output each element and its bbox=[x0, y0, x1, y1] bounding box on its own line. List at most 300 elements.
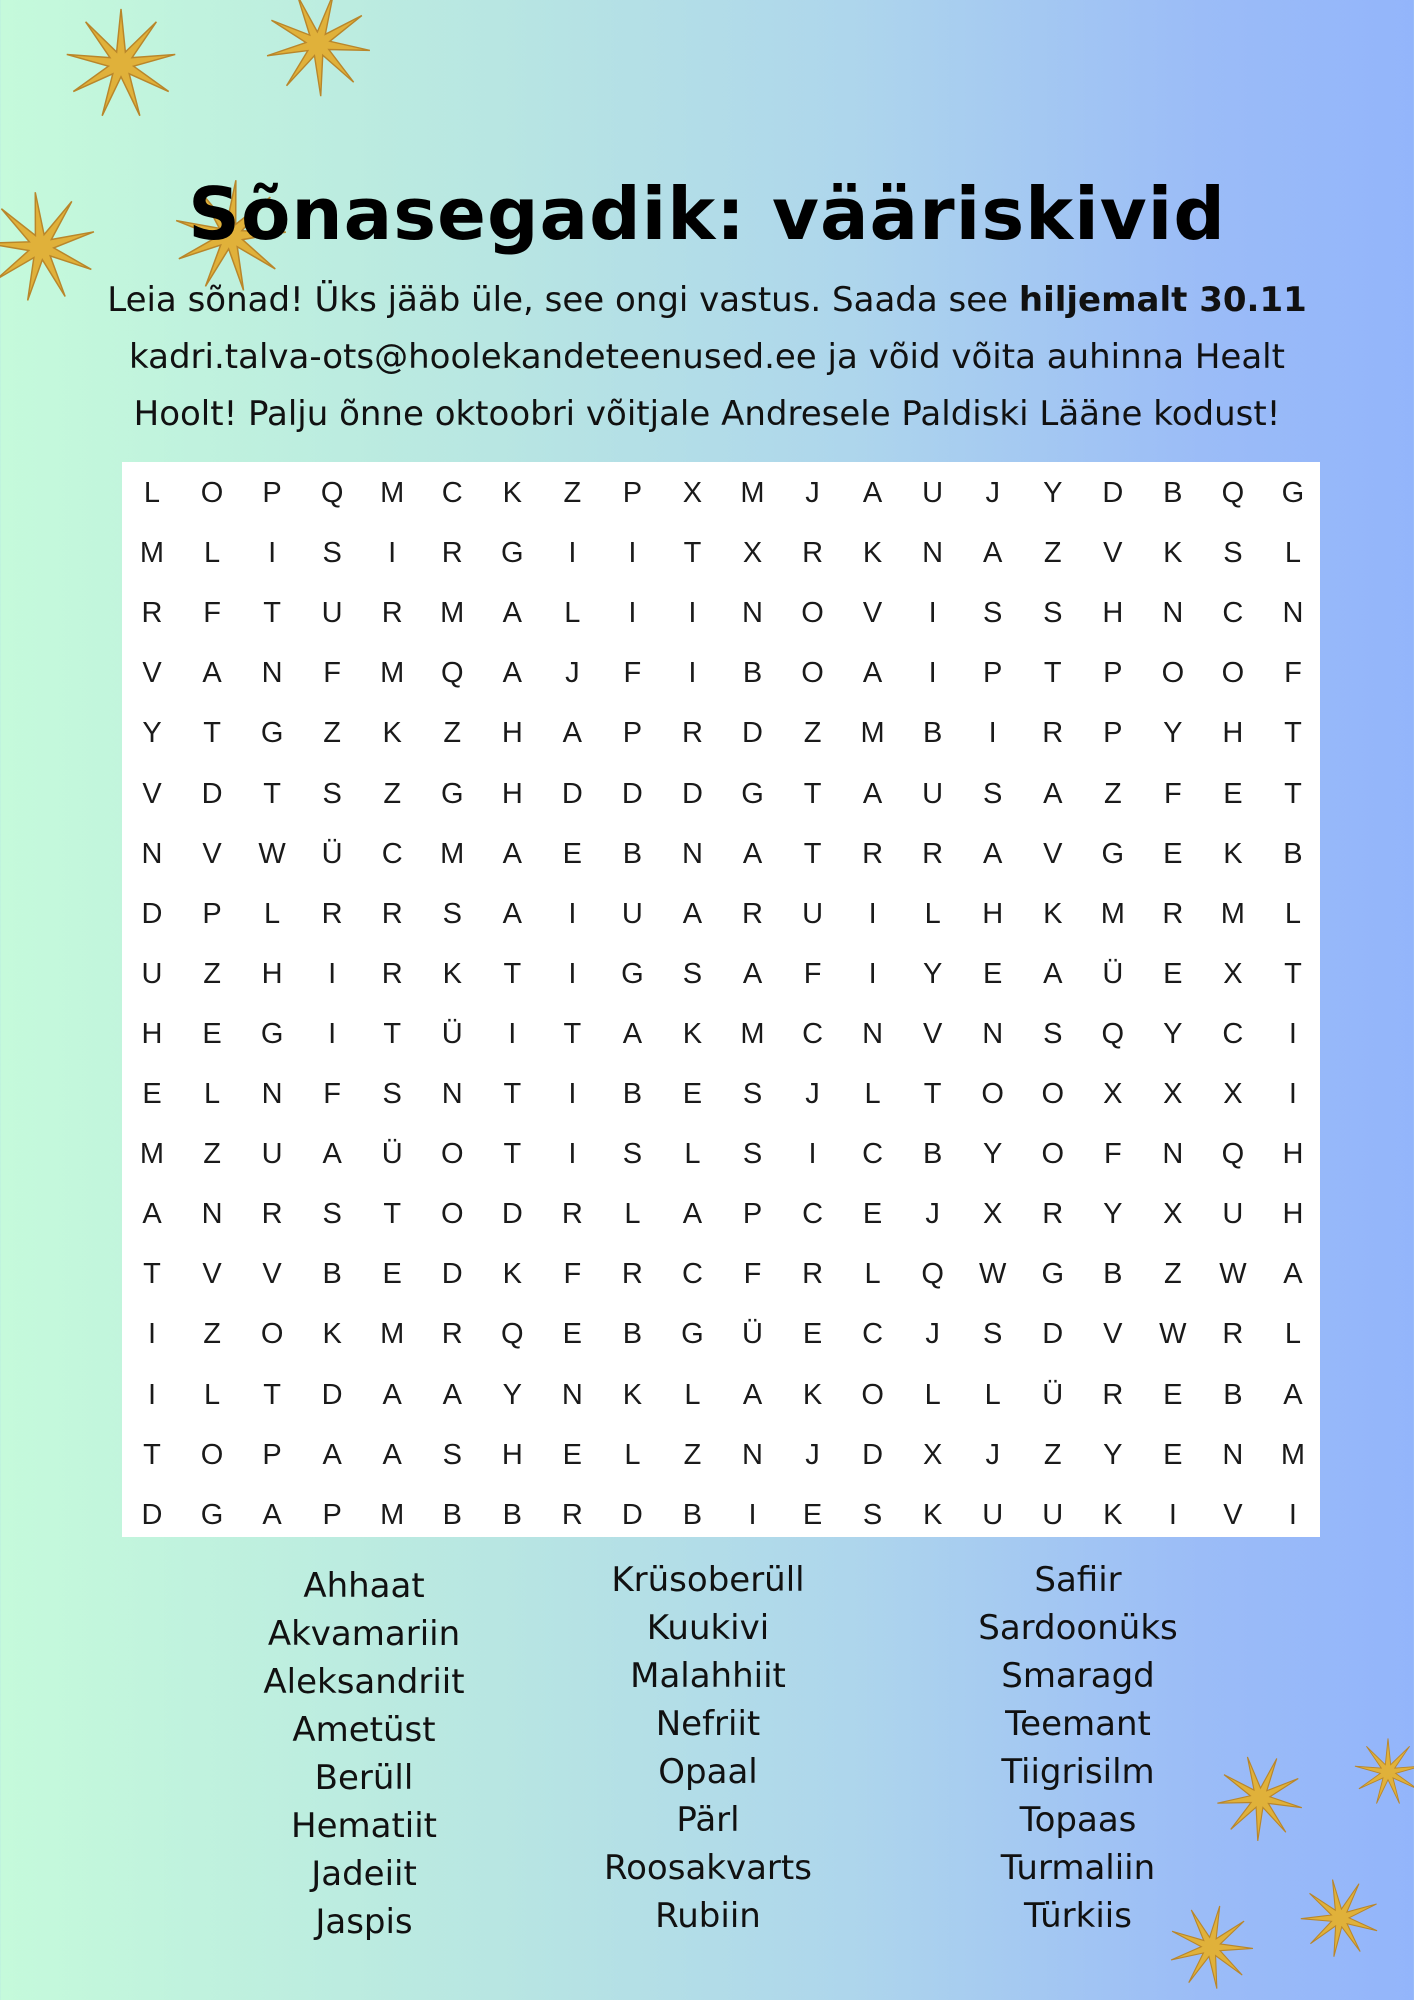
grid-letter[interactable]: Y bbox=[142, 717, 162, 750]
grid-letter[interactable]: H bbox=[1222, 717, 1244, 750]
grid-letter[interactable]: A bbox=[382, 1378, 402, 1411]
grid-letter[interactable]: A bbox=[1043, 957, 1063, 990]
grid-letter[interactable]: R bbox=[802, 1258, 824, 1291]
grid-letter[interactable]: S bbox=[983, 777, 1003, 810]
grid-letter[interactable]: D bbox=[1042, 1318, 1064, 1351]
grid-letter[interactable]: Q bbox=[320, 477, 344, 509]
grid-letter[interactable]: V bbox=[202, 837, 222, 870]
grid-letter[interactable]: K bbox=[682, 1017, 703, 1050]
grid-letter[interactable]: E bbox=[1163, 1378, 1183, 1411]
grid-letter[interactable]: I bbox=[147, 1378, 157, 1411]
grid-letter[interactable]: Z bbox=[443, 717, 462, 750]
grid-letter[interactable]: P bbox=[622, 717, 643, 750]
grid-letter[interactable]: M bbox=[740, 477, 765, 509]
grid-letter[interactable]: S bbox=[322, 537, 342, 570]
grid-letter[interactable]: L bbox=[624, 1198, 641, 1231]
grid-letter[interactable]: P bbox=[742, 1198, 763, 1231]
grid-letter[interactable]: I bbox=[568, 537, 577, 570]
grid-letter[interactable]: T bbox=[1284, 717, 1302, 750]
grid-letter[interactable]: E bbox=[562, 1318, 583, 1351]
grid-letter[interactable]: S bbox=[382, 1078, 402, 1110]
grid-letter[interactable]: Y bbox=[983, 1138, 1003, 1171]
grid-letter[interactable]: S bbox=[1223, 537, 1243, 570]
grid-letter[interactable]: F bbox=[743, 1258, 762, 1291]
grid-letter[interactable]: E bbox=[562, 837, 583, 870]
grid-letter[interactable]: E bbox=[202, 1017, 222, 1050]
grid-letter[interactable]: A bbox=[1283, 1258, 1303, 1291]
grid-letter[interactable]: U bbox=[621, 897, 643, 930]
grid-letter[interactable]: K bbox=[502, 477, 522, 509]
grid-letter[interactable]: A bbox=[322, 1438, 342, 1471]
grid-letter[interactable]: P bbox=[262, 477, 282, 509]
grid-letter[interactable]: E bbox=[1223, 777, 1243, 810]
grid-letter[interactable]: Z bbox=[203, 957, 221, 990]
grid-letter[interactable]: R bbox=[1042, 717, 1064, 750]
grid-letter[interactable]: V bbox=[202, 1258, 222, 1291]
grid-letter[interactable]: F bbox=[803, 957, 822, 990]
grid-letter[interactable]: V bbox=[1103, 537, 1123, 570]
grid-letter[interactable]: G bbox=[1101, 837, 1125, 870]
grid-letter[interactable]: G bbox=[440, 777, 464, 810]
grid-letter[interactable]: U bbox=[321, 597, 343, 630]
grid-letter[interactable]: R bbox=[561, 1198, 583, 1231]
grid-letter[interactable]: W bbox=[979, 1258, 1007, 1291]
grid-letter[interactable]: B bbox=[322, 1258, 342, 1291]
grid-letter[interactable]: E bbox=[142, 1078, 162, 1110]
grid-letter[interactable]: R bbox=[141, 597, 163, 630]
grid-letter[interactable]: O bbox=[1161, 657, 1185, 690]
grid-letter[interactable]: H bbox=[501, 777, 523, 810]
grid-letter[interactable]: I bbox=[1288, 1498, 1297, 1531]
grid-letter[interactable]: I bbox=[628, 597, 637, 630]
grid-letter[interactable]: Q bbox=[921, 1258, 944, 1291]
grid-letter[interactable]: B bbox=[1163, 477, 1183, 509]
grid-letter[interactable]: T bbox=[1043, 657, 1062, 690]
grid-letter[interactable]: N bbox=[922, 537, 944, 570]
grid-letter[interactable]: F bbox=[1163, 777, 1182, 810]
grid-letter[interactable]: Q bbox=[440, 657, 464, 690]
grid-letter[interactable]: L bbox=[203, 1078, 221, 1110]
grid-letter[interactable]: H bbox=[141, 1017, 163, 1050]
grid-letter[interactable]: M bbox=[440, 597, 465, 630]
grid-letter[interactable]: S bbox=[442, 897, 462, 930]
grid-letter[interactable]: E bbox=[983, 957, 1003, 990]
grid-letter[interactable]: X bbox=[682, 477, 703, 509]
grid-letter[interactable]: Y bbox=[1103, 1198, 1123, 1231]
grid-letter[interactable]: D bbox=[621, 1498, 643, 1531]
grid-letter[interactable]: B bbox=[1223, 1378, 1243, 1411]
grid-letter[interactable]: Z bbox=[1163, 1258, 1182, 1291]
grid-letter[interactable]: I bbox=[568, 897, 577, 930]
grid-letter[interactable]: A bbox=[983, 837, 1003, 870]
grid-letter[interactable]: R bbox=[621, 1258, 643, 1291]
grid-letter[interactable]: T bbox=[1284, 777, 1302, 810]
grid-letter[interactable]: T bbox=[263, 777, 281, 810]
grid-letter[interactable]: E bbox=[1163, 957, 1183, 990]
grid-letter[interactable]: Z bbox=[1103, 777, 1122, 810]
grid-letter[interactable]: A bbox=[142, 1198, 162, 1231]
grid-letter[interactable]: Ü bbox=[1042, 1378, 1064, 1411]
grid-letter[interactable]: L bbox=[143, 477, 161, 509]
grid-letter[interactable]: D bbox=[862, 1438, 884, 1471]
grid-letter[interactable]: I bbox=[568, 1078, 577, 1110]
grid-letter[interactable]: D bbox=[501, 1198, 523, 1231]
grid-letter[interactable]: A bbox=[1043, 777, 1063, 810]
grid-letter[interactable]: L bbox=[1284, 897, 1301, 930]
grid-letter[interactable]: L bbox=[684, 1138, 701, 1171]
grid-letter[interactable]: V bbox=[142, 777, 162, 810]
grid-letter[interactable]: J bbox=[565, 657, 580, 690]
grid-letter[interactable]: B bbox=[682, 1498, 703, 1531]
grid-letter[interactable]: R bbox=[321, 897, 343, 930]
grid-letter[interactable]: X bbox=[1163, 1198, 1183, 1231]
grid-letter[interactable]: T bbox=[263, 1378, 281, 1411]
grid-letter[interactable]: I bbox=[748, 1498, 757, 1531]
grid-letter[interactable]: G bbox=[621, 957, 644, 990]
grid-letter[interactable]: E bbox=[802, 1498, 823, 1531]
grid-letter[interactable]: B bbox=[622, 1318, 643, 1351]
grid-letter[interactable]: K bbox=[922, 1498, 943, 1531]
grid-letter[interactable]: I bbox=[688, 597, 697, 630]
grid-letter[interactable]: V bbox=[262, 1258, 282, 1291]
grid-letter[interactable]: V bbox=[922, 1017, 943, 1050]
grid-letter[interactable]: A bbox=[682, 897, 703, 930]
grid-letter[interactable]: S bbox=[742, 1078, 763, 1110]
grid-letter[interactable]: T bbox=[383, 1198, 402, 1231]
grid-letter[interactable]: X bbox=[922, 1438, 943, 1471]
grid-letter[interactable]: M bbox=[1100, 897, 1125, 930]
grid-letter[interactable]: R bbox=[1042, 1198, 1064, 1231]
grid-letter[interactable]: L bbox=[984, 1378, 1001, 1411]
grid-letter[interactable]: J bbox=[985, 477, 1000, 509]
grid-letter[interactable]: A bbox=[502, 837, 522, 870]
grid-letter[interactable]: Z bbox=[1043, 1438, 1062, 1471]
grid-letter[interactable]: I bbox=[568, 1138, 577, 1171]
grid-letter[interactable]: O bbox=[801, 597, 824, 630]
grid-letter[interactable]: A bbox=[862, 477, 883, 509]
grid-letter[interactable]: S bbox=[742, 1138, 763, 1171]
grid-letter[interactable]: P bbox=[1103, 657, 1123, 690]
grid-letter[interactable]: B bbox=[502, 1498, 522, 1531]
grid-letter[interactable]: T bbox=[923, 1078, 942, 1110]
grid-letter[interactable]: M bbox=[740, 1017, 765, 1050]
grid-letter[interactable]: I bbox=[868, 897, 877, 930]
grid-letter[interactable]: A bbox=[202, 657, 222, 690]
grid-letter[interactable]: I bbox=[688, 657, 697, 690]
grid-letter[interactable]: U bbox=[261, 1138, 283, 1171]
grid-letter[interactable]: Z bbox=[683, 1438, 702, 1471]
grid-letter[interactable]: O bbox=[260, 1318, 284, 1351]
grid-letter[interactable]: A bbox=[622, 1017, 643, 1050]
grid-letter[interactable]: N bbox=[441, 1078, 463, 1110]
grid-letter[interactable]: O bbox=[801, 657, 824, 690]
grid-letter[interactable]: E bbox=[1163, 1438, 1183, 1471]
grid-letter[interactable]: L bbox=[564, 597, 581, 630]
grid-letter[interactable]: H bbox=[261, 957, 283, 990]
grid-letter[interactable]: K bbox=[862, 537, 883, 570]
grid-letter[interactable]: K bbox=[382, 717, 402, 750]
grid-letter[interactable]: H bbox=[501, 1438, 523, 1471]
grid-letter[interactable]: A bbox=[742, 837, 763, 870]
grid-letter[interactable]: N bbox=[201, 1198, 223, 1231]
grid-letter[interactable]: N bbox=[261, 657, 283, 690]
grid-letter[interactable]: M bbox=[380, 1498, 405, 1531]
grid-letter[interactable]: G bbox=[681, 1318, 704, 1351]
grid-letter[interactable]: R bbox=[381, 897, 403, 930]
grid-letter[interactable]: B bbox=[622, 1078, 643, 1110]
grid-letter[interactable]: V bbox=[1223, 1498, 1243, 1531]
grid-letter[interactable]: O bbox=[1041, 1078, 1065, 1110]
grid-letter[interactable]: J bbox=[925, 1318, 940, 1351]
grid-letter[interactable]: R bbox=[862, 837, 884, 870]
grid-letter[interactable]: Ü bbox=[381, 1138, 403, 1171]
grid-letter[interactable]: M bbox=[380, 477, 405, 509]
grid-letter[interactable]: I bbox=[928, 597, 937, 630]
grid-letter[interactable]: Z bbox=[203, 1138, 221, 1171]
grid-letter[interactable]: I bbox=[988, 717, 997, 750]
grid-letter[interactable]: A bbox=[502, 597, 522, 630]
grid-letter[interactable]: S bbox=[1043, 1017, 1063, 1050]
grid-letter[interactable]: X bbox=[1223, 1078, 1243, 1110]
grid-letter[interactable]: C bbox=[1222, 1017, 1244, 1050]
grid-letter[interactable]: D bbox=[441, 1258, 463, 1291]
grid-letter[interactable]: C bbox=[441, 477, 463, 509]
grid-letter[interactable]: S bbox=[322, 777, 342, 810]
grid-letter[interactable]: D bbox=[742, 717, 763, 750]
grid-letter[interactable]: O bbox=[440, 1198, 464, 1231]
grid-letter[interactable]: M bbox=[380, 657, 405, 690]
grid-letter[interactable]: D bbox=[621, 777, 643, 810]
grid-letter[interactable]: H bbox=[1282, 1198, 1304, 1231]
grid-letter[interactable]: I bbox=[628, 537, 637, 570]
grid-letter[interactable]: X bbox=[1223, 957, 1243, 990]
grid-letter[interactable]: H bbox=[982, 897, 1004, 930]
grid-letter[interactable]: A bbox=[562, 717, 583, 750]
grid-letter[interactable]: Y bbox=[502, 1378, 522, 1411]
grid-letter[interactable]: J bbox=[985, 1438, 1000, 1471]
grid-letter[interactable]: S bbox=[983, 1318, 1003, 1351]
grid-letter[interactable]: N bbox=[742, 1438, 763, 1471]
grid-letter[interactable]: T bbox=[503, 1078, 522, 1110]
grid-letter[interactable]: R bbox=[1222, 1318, 1244, 1351]
grid-letter[interactable]: Ü bbox=[742, 1318, 763, 1351]
grid-letter[interactable]: R bbox=[1162, 897, 1184, 930]
grid-letter[interactable]: M bbox=[139, 537, 165, 570]
grid-letter[interactable]: T bbox=[803, 837, 822, 870]
grid-letter[interactable]: E bbox=[862, 1198, 883, 1231]
grid-letter[interactable]: F bbox=[623, 657, 642, 690]
grid-letter[interactable]: H bbox=[1102, 597, 1124, 630]
grid-letter[interactable]: L bbox=[1284, 1318, 1301, 1351]
grid-letter[interactable]: P bbox=[202, 897, 222, 930]
grid-letter[interactable]: T bbox=[143, 1258, 161, 1291]
grid-letter[interactable]: O bbox=[200, 477, 224, 509]
grid-letter[interactable]: T bbox=[203, 717, 221, 750]
grid-letter[interactable]: S bbox=[322, 1198, 342, 1231]
grid-letter[interactable]: Ü bbox=[321, 837, 343, 870]
grid-letter[interactable]: K bbox=[622, 1378, 643, 1411]
grid-letter[interactable]: F bbox=[1284, 657, 1302, 690]
grid-letter[interactable]: C bbox=[862, 1318, 884, 1351]
grid-letter[interactable]: D bbox=[681, 777, 703, 810]
grid-letter[interactable]: X bbox=[1163, 1078, 1183, 1110]
grid-letter[interactable]: B bbox=[442, 1498, 462, 1531]
grid-letter[interactable]: R bbox=[441, 1318, 463, 1351]
grid-letter[interactable]: K bbox=[1223, 837, 1243, 870]
grid-letter[interactable]: V bbox=[1043, 837, 1063, 870]
grid-letter[interactable]: O bbox=[981, 1078, 1004, 1110]
grid-letter[interactable]: R bbox=[381, 957, 403, 990]
grid-letter[interactable]: I bbox=[808, 1138, 817, 1171]
grid-letter[interactable]: B bbox=[1283, 837, 1303, 870]
grid-letter[interactable]: T bbox=[383, 1017, 402, 1050]
grid-letter[interactable]: C bbox=[1222, 597, 1244, 630]
grid-letter[interactable]: D bbox=[561, 777, 583, 810]
grid-letter[interactable]: G bbox=[501, 537, 524, 570]
grid-letter[interactable]: S bbox=[682, 957, 703, 990]
grid-letter[interactable]: L bbox=[1284, 537, 1301, 570]
grid-letter[interactable]: C bbox=[681, 1258, 703, 1291]
grid-letter[interactable]: W bbox=[1159, 1318, 1187, 1351]
grid-letter[interactable]: G bbox=[1281, 477, 1305, 509]
grid-letter[interactable]: K bbox=[322, 1318, 342, 1351]
grid-letter[interactable]: G bbox=[260, 717, 284, 750]
grid-letter[interactable]: A bbox=[502, 657, 522, 690]
grid-letter[interactable]: I bbox=[328, 957, 337, 990]
grid-letter[interactable]: J bbox=[925, 1198, 940, 1231]
grid-letter[interactable]: R bbox=[561, 1498, 583, 1531]
grid-letter[interactable]: L bbox=[924, 1378, 941, 1411]
grid-letter[interactable]: V bbox=[1103, 1318, 1123, 1351]
grid-letter[interactable]: U bbox=[802, 897, 824, 930]
grid-letter[interactable]: F bbox=[323, 657, 341, 690]
grid-letter[interactable]: S bbox=[862, 1498, 883, 1531]
grid-letter[interactable]: E bbox=[382, 1258, 402, 1291]
grid-letter[interactable]: E bbox=[682, 1078, 703, 1110]
grid-letter[interactable]: M bbox=[380, 1318, 405, 1351]
grid-letter[interactable]: I bbox=[1168, 1498, 1177, 1531]
grid-letter[interactable]: K bbox=[1043, 897, 1063, 930]
grid-letter[interactable]: N bbox=[1282, 597, 1304, 630]
grid-letter[interactable]: B bbox=[922, 717, 943, 750]
grid-letter[interactable]: P bbox=[622, 477, 643, 509]
grid-letter[interactable]: S bbox=[622, 1138, 643, 1171]
grid-letter[interactable]: V bbox=[142, 657, 162, 690]
grid-letter[interactable]: I bbox=[388, 537, 397, 570]
grid-letter[interactable]: J bbox=[805, 477, 820, 509]
grid-letter[interactable]: N bbox=[862, 1017, 884, 1050]
grid-letter[interactable]: E bbox=[1163, 837, 1183, 870]
grid-letter[interactable]: L bbox=[864, 1078, 881, 1110]
grid-letter[interactable]: I bbox=[328, 1017, 337, 1050]
grid-letter[interactable]: A bbox=[742, 1378, 763, 1411]
grid-letter[interactable]: G bbox=[260, 1017, 284, 1050]
grid-letter[interactable]: G bbox=[200, 1498, 224, 1531]
grid-letter[interactable]: B bbox=[1103, 1258, 1123, 1291]
grid-letter[interactable]: N bbox=[141, 837, 163, 870]
grid-letter[interactable]: R bbox=[1102, 1378, 1124, 1411]
grid-letter[interactable]: R bbox=[681, 717, 703, 750]
grid-letter[interactable]: I bbox=[1288, 1017, 1297, 1050]
grid-letter[interactable]: I bbox=[868, 957, 877, 990]
grid-letter[interactable]: N bbox=[1222, 1438, 1244, 1471]
grid-letter[interactable]: P bbox=[262, 1438, 282, 1471]
grid-letter[interactable]: D bbox=[1102, 477, 1124, 509]
grid-letter[interactable]: L bbox=[624, 1438, 641, 1471]
grid-letter[interactable]: L bbox=[203, 1378, 221, 1411]
grid-letter[interactable]: U bbox=[141, 957, 163, 990]
grid-letter[interactable]: Q bbox=[501, 1318, 524, 1351]
grid-letter[interactable]: T bbox=[143, 1438, 161, 1471]
grid-letter[interactable]: B bbox=[922, 1138, 943, 1171]
grid-letter[interactable]: W bbox=[258, 837, 286, 870]
grid-letter[interactable]: Y bbox=[1103, 1438, 1123, 1471]
grid-letter[interactable]: A bbox=[262, 1498, 282, 1531]
grid-letter[interactable]: O bbox=[1221, 657, 1245, 690]
grid-letter[interactable]: J bbox=[805, 1438, 820, 1471]
grid-letter[interactable]: K bbox=[1163, 537, 1183, 570]
grid-letter[interactable]: A bbox=[322, 1138, 342, 1171]
grid-letter[interactable]: P bbox=[983, 657, 1003, 690]
grid-letter[interactable]: Y bbox=[1043, 477, 1063, 509]
grid-letter[interactable]: A bbox=[862, 657, 883, 690]
grid-letter[interactable]: Y bbox=[922, 957, 943, 990]
grid-letter[interactable]: O bbox=[440, 1138, 464, 1171]
grid-letter[interactable]: N bbox=[561, 1378, 583, 1411]
grid-letter[interactable]: X bbox=[1103, 1078, 1123, 1110]
grid-letter[interactable]: T bbox=[263, 597, 281, 630]
grid-letter[interactable]: T bbox=[803, 777, 822, 810]
grid-letter[interactable]: P bbox=[322, 1498, 342, 1531]
grid-letter[interactable]: S bbox=[442, 1438, 462, 1471]
grid-letter[interactable]: E bbox=[562, 1438, 583, 1471]
grid-letter[interactable]: F bbox=[1103, 1138, 1122, 1171]
grid-letter[interactable]: H bbox=[1282, 1138, 1304, 1171]
grid-letter[interactable]: R bbox=[261, 1198, 283, 1231]
grid-letter[interactable]: S bbox=[983, 597, 1003, 630]
grid-letter[interactable]: M bbox=[440, 837, 465, 870]
grid-letter[interactable]: F bbox=[323, 1078, 341, 1110]
grid-letter[interactable]: T bbox=[563, 1017, 582, 1050]
grid-letter[interactable]: F bbox=[563, 1258, 582, 1291]
grid-letter[interactable]: A bbox=[862, 777, 883, 810]
grid-letter[interactable]: Z bbox=[803, 717, 822, 750]
grid-letter[interactable]: A bbox=[983, 537, 1003, 570]
grid-letter[interactable]: D bbox=[201, 777, 223, 810]
grid-letter[interactable]: Z bbox=[563, 477, 582, 509]
grid-letter[interactable]: T bbox=[1284, 957, 1302, 990]
grid-letter[interactable]: L bbox=[203, 537, 221, 570]
grid-letter[interactable]: A bbox=[1283, 1378, 1303, 1411]
grid-letter[interactable]: D bbox=[141, 897, 163, 930]
grid-letter[interactable]: M bbox=[139, 1138, 165, 1171]
grid-letter[interactable]: Q bbox=[1221, 477, 1245, 509]
grid-letter[interactable]: A bbox=[682, 1198, 703, 1231]
grid-letter[interactable]: Z bbox=[323, 717, 341, 750]
grid-letter[interactable]: B bbox=[622, 837, 643, 870]
grid-letter[interactable]: N bbox=[1162, 1138, 1184, 1171]
grid-letter[interactable]: R bbox=[441, 537, 463, 570]
grid-letter[interactable]: I bbox=[928, 657, 937, 690]
grid-letter[interactable]: F bbox=[203, 597, 221, 630]
grid-letter[interactable]: X bbox=[983, 1198, 1003, 1231]
grid-letter[interactable]: N bbox=[982, 1017, 1004, 1050]
grid-letter[interactable]: E bbox=[802, 1318, 823, 1351]
grid-letter[interactable]: D bbox=[321, 1378, 343, 1411]
grid-letter[interactable]: N bbox=[1162, 597, 1184, 630]
grid-letter[interactable]: O bbox=[200, 1438, 224, 1471]
grid-letter[interactable]: T bbox=[503, 1138, 522, 1171]
